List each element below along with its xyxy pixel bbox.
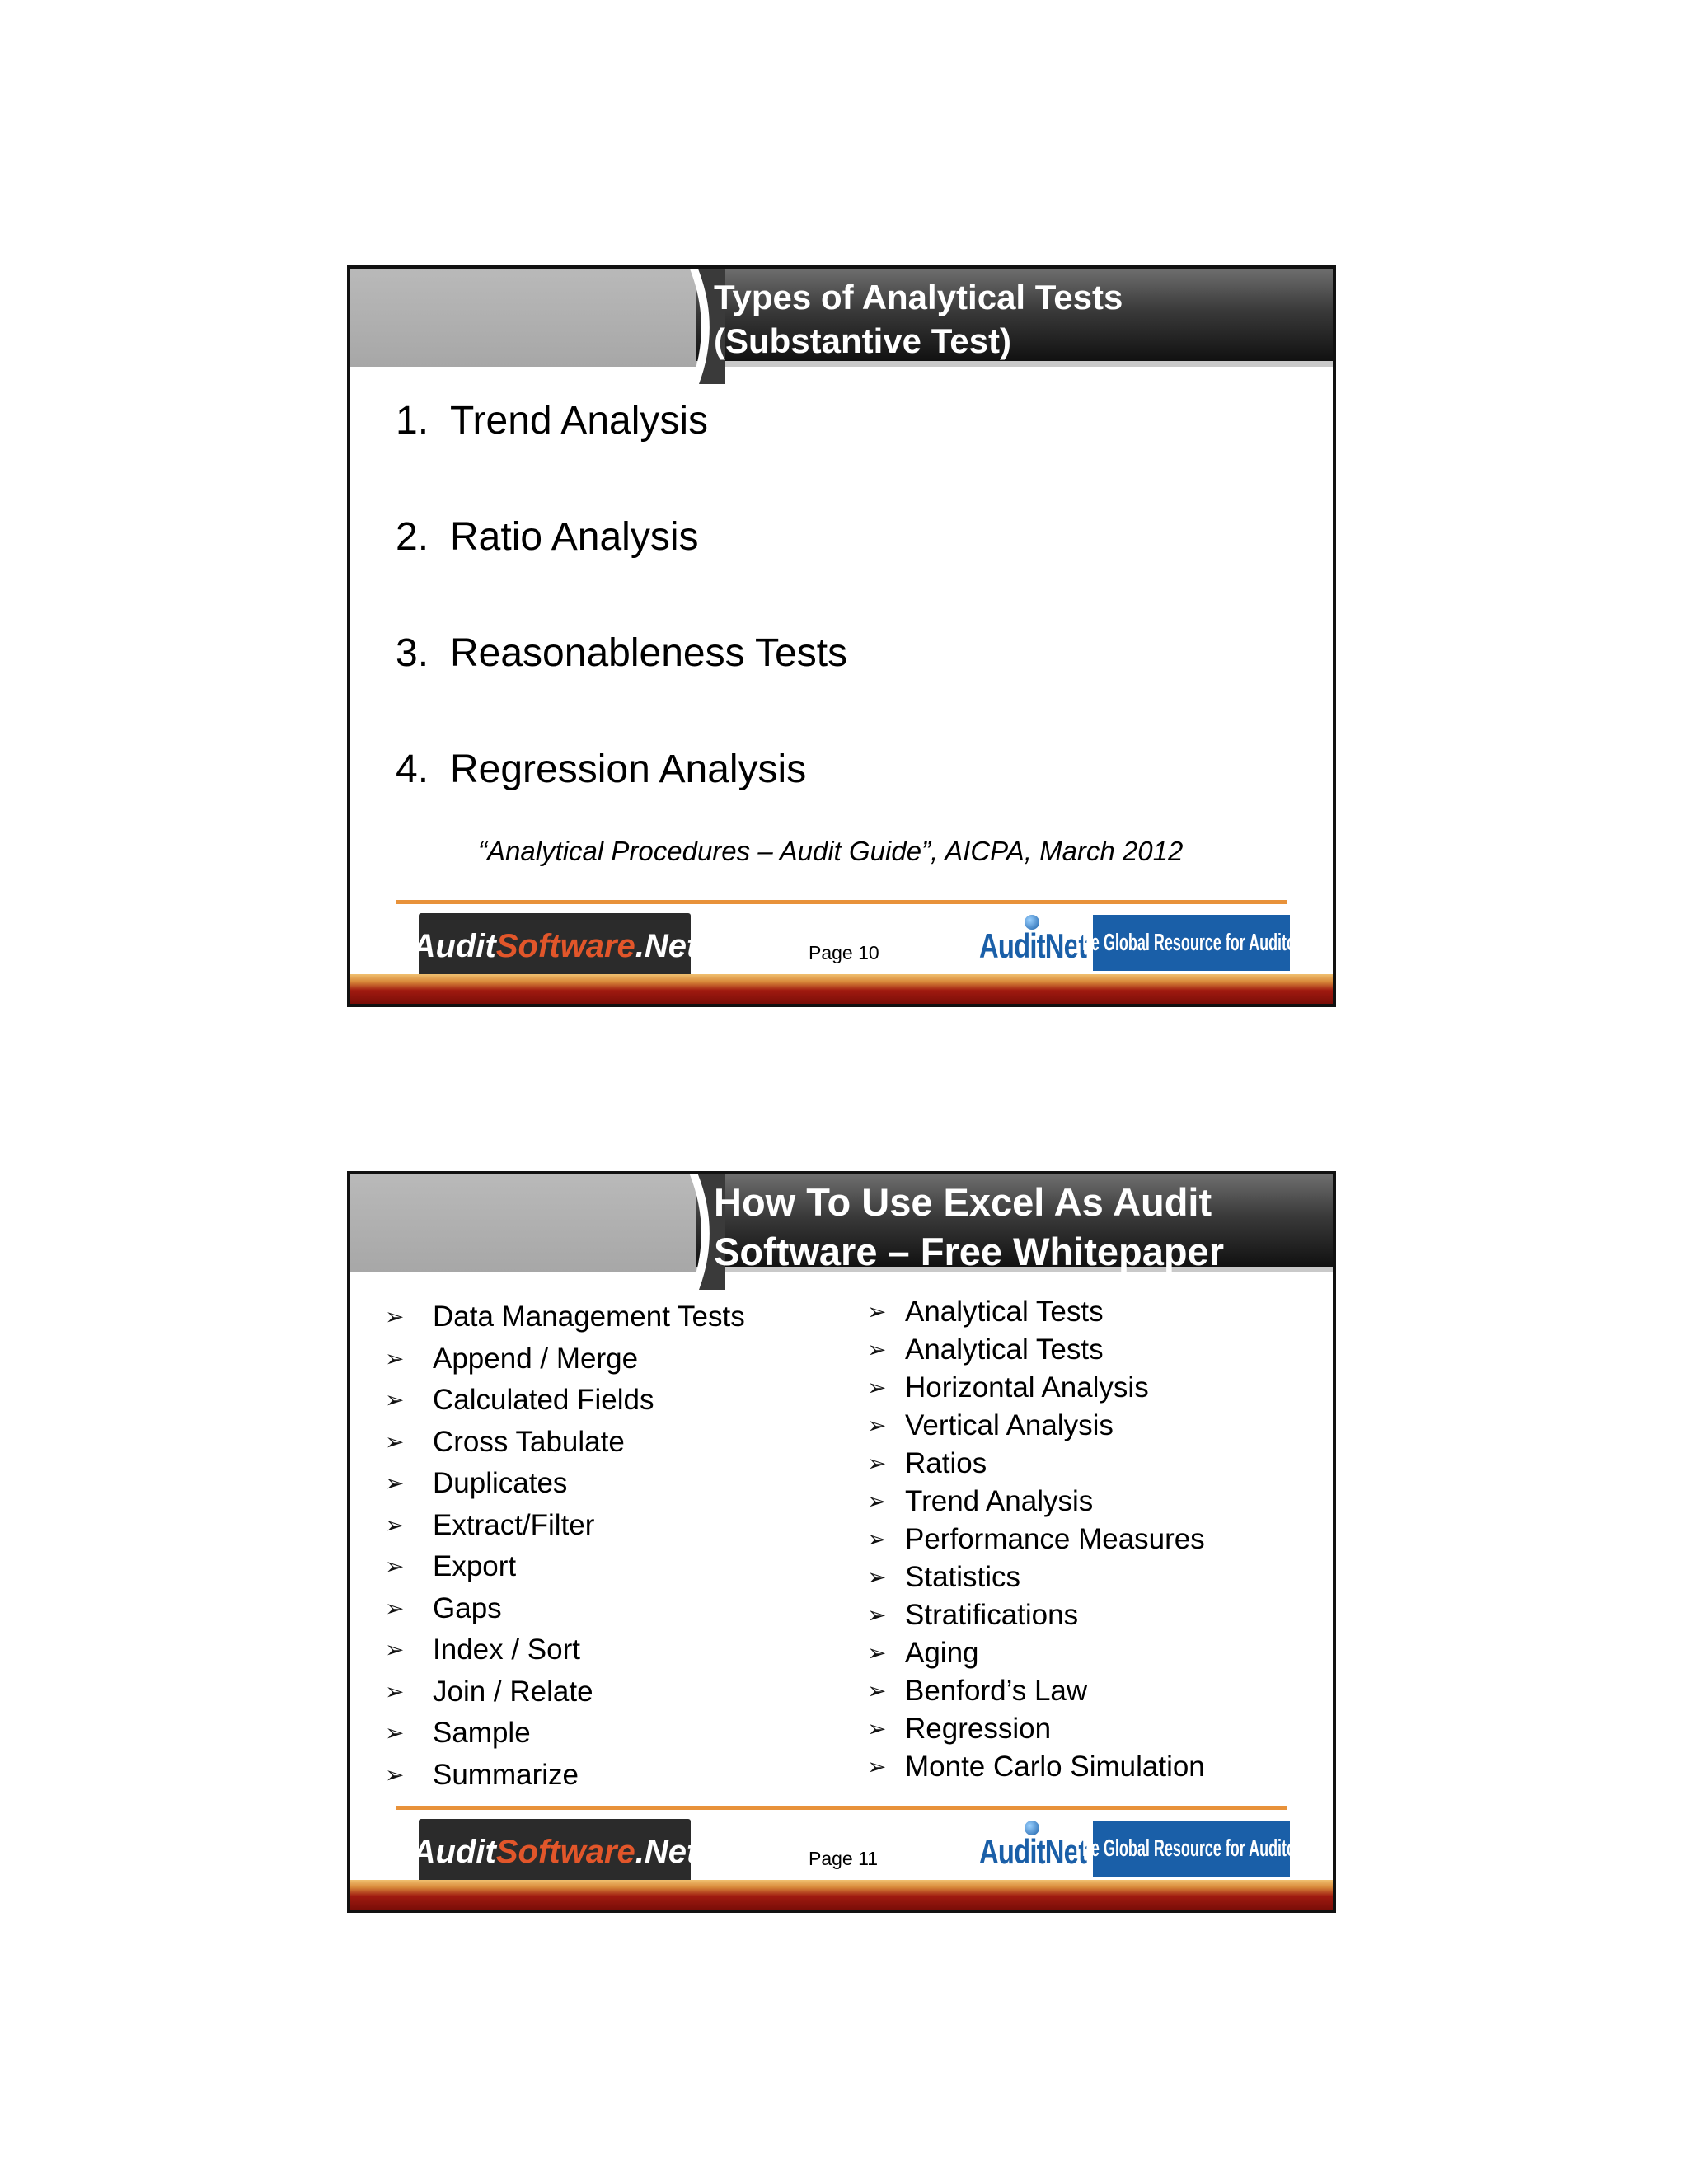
bottom-bar — [350, 1880, 1333, 1910]
arrow-bullet-icon: ➢ — [385, 1595, 405, 1621]
arrow-bullet-icon: ➢ — [867, 1375, 887, 1400]
list-item — [385, 1588, 745, 1630]
slide-page-11 — [347, 1171, 1336, 1913]
item-text: Sample — [433, 1717, 531, 1749]
arrow-bullet-icon: ➢ — [867, 1754, 887, 1779]
arrow-bullet-icon: ➢ — [385, 1345, 405, 1371]
slide-header — [350, 1174, 1333, 1272]
item-text: Ratios — [905, 1447, 987, 1479]
arrow-bullet-icon: ➢ — [385, 1304, 405, 1329]
auditnet-wordmark: AuditNet — [979, 926, 1087, 965]
list-item — [867, 1672, 1205, 1710]
arrow-bullet-icon: ➢ — [867, 1602, 887, 1628]
item-text: Analytical Tests — [905, 1333, 1104, 1366]
footer-rule — [396, 900, 1287, 904]
footer-rule — [396, 1806, 1287, 1810]
list-item — [385, 1505, 745, 1547]
slide-title-line1: How To Use Excel As Audit — [714, 1180, 1212, 1224]
analytical-tests-bullets — [867, 1293, 1205, 1786]
arrow-bullet-icon: ➢ — [385, 1387, 405, 1413]
slide-title — [714, 1178, 1316, 1277]
arrow-bullet-icon: ➢ — [867, 1640, 887, 1666]
item-text: Trend Analysis — [905, 1485, 1094, 1517]
list-item — [385, 1629, 745, 1671]
item-text: Append / Merge — [433, 1342, 639, 1375]
item-text: Monte Carlo Simulation — [905, 1750, 1205, 1783]
item-text: Regression — [905, 1713, 1052, 1745]
header-gray-panel — [350, 269, 696, 367]
item-text: Cross Tabulate — [433, 1425, 625, 1458]
arrow-bullet-icon: ➢ — [867, 1564, 887, 1590]
item-text: Gaps — [433, 1591, 502, 1624]
slide-title — [714, 275, 1316, 363]
item-text: Regression Analysis — [450, 748, 807, 791]
arrow-bullet-icon: ➢ — [867, 1678, 887, 1704]
arrow-bullet-icon: ➢ — [867, 1337, 887, 1362]
auditnet-tagline-box — [1072, 915, 1311, 971]
item-text: Data Management Tests — [433, 1301, 745, 1333]
list-item — [385, 1546, 745, 1588]
item-text: Performance Measures — [905, 1523, 1205, 1555]
item-text: Horizontal Analysis — [905, 1371, 1149, 1404]
item-number: 3. — [396, 631, 429, 675]
slide-title-line2: Software – Free Whitepaper — [714, 1230, 1224, 1273]
auditsoftware-logo — [411, 913, 698, 979]
item-text: Export — [433, 1550, 517, 1582]
item-text: Stratifications — [905, 1599, 1079, 1631]
list-item — [867, 1369, 1205, 1407]
auditsoftware-logo — [411, 1819, 698, 1885]
list-item — [396, 396, 847, 513]
auditnet-tagline: The Global Resource for Auditors — [1072, 929, 1311, 956]
item-text: Vertical Analysis — [905, 1409, 1114, 1441]
arrow-bullet-icon: ➢ — [385, 1554, 405, 1579]
slide-header — [350, 269, 1333, 367]
item-text: Ratio Analysis — [450, 515, 699, 559]
slide-title-line2: (Substantive Test) — [714, 321, 1011, 360]
list-item — [867, 1407, 1205, 1445]
list-item — [867, 1445, 1205, 1483]
item-text: Extract/Filter — [433, 1508, 595, 1541]
item-text: Index / Sort — [433, 1633, 580, 1666]
header-gray-panel — [350, 1174, 696, 1272]
list-item — [385, 1422, 745, 1464]
page-number: Page 10 — [809, 942, 879, 963]
arrow-bullet-icon: ➢ — [385, 1470, 405, 1496]
auditnet-logo — [979, 915, 1311, 971]
list-item — [867, 1331, 1205, 1369]
bottom-bar — [350, 974, 1333, 1004]
list-item — [867, 1521, 1205, 1558]
logo-text-net: .Net — [635, 1833, 698, 1870]
list-item — [867, 1558, 1205, 1596]
arrow-bullet-icon: ➢ — [867, 1716, 887, 1741]
list-item — [385, 1296, 745, 1338]
list-item — [385, 1463, 745, 1505]
list-item — [396, 513, 847, 629]
citation: “Analytical Procedures – Audit Guide”, AICPA, March 2012 — [478, 836, 1184, 866]
item-text: Benford’s Law — [905, 1675, 1088, 1707]
arrow-bullet-icon: ➢ — [385, 1761, 405, 1788]
auditnet-wordmark: AuditNet — [979, 1832, 1087, 1871]
item-number: 1. — [396, 399, 429, 443]
logo-text-net: .Net — [635, 927, 698, 964]
list-item — [396, 629, 847, 745]
list-item — [385, 1380, 745, 1422]
arrow-bullet-icon: ➢ — [867, 1526, 887, 1552]
list-item — [385, 1755, 745, 1797]
logo-text-software: Software — [495, 927, 635, 964]
item-text: Summarize — [433, 1758, 579, 1791]
item-text: Analytical Tests — [905, 1296, 1104, 1328]
arrow-bullet-icon: ➢ — [867, 1413, 887, 1438]
data-management-list — [385, 1296, 745, 1796]
slide-title-line1: Types of Analytical Tests — [714, 278, 1123, 316]
auditnet-tagline-box — [1072, 1821, 1311, 1877]
item-number: 2. — [396, 515, 429, 559]
arrow-bullet-icon: ➢ — [385, 1678, 405, 1704]
auditnet-tagline: The Global Resource for Auditors — [1072, 1835, 1311, 1862]
arrow-bullet-icon: ➢ — [385, 1428, 405, 1455]
list-item — [867, 1483, 1205, 1521]
item-text: Calculated Fields — [433, 1384, 654, 1416]
arrow-bullet-icon: ➢ — [385, 1637, 405, 1662]
item-text: Reasonableness Tests — [450, 631, 848, 675]
slide-page-10 — [347, 265, 1336, 1007]
arrow-bullet-icon: ➢ — [867, 1451, 887, 1476]
list-item — [385, 1671, 745, 1713]
list-item — [867, 1596, 1205, 1634]
list-item — [385, 1713, 745, 1755]
list-item — [867, 1710, 1205, 1748]
item-text: Trend Analysis — [450, 399, 709, 443]
arrow-bullet-icon: ➢ — [867, 1299, 887, 1324]
logo-text-audit: Audit — [411, 927, 496, 964]
page-number: Page 11 — [809, 1848, 878, 1869]
arrow-bullet-icon: ➢ — [385, 1511, 405, 1538]
item-text: Statistics — [905, 1561, 1021, 1593]
list-item — [867, 1634, 1205, 1672]
arrow-bullet-icon: ➢ — [867, 1488, 887, 1514]
list-item — [867, 1293, 1205, 1331]
analytical-tests-list — [396, 396, 847, 861]
list-item — [385, 1338, 745, 1380]
arrow-bullet-icon: ➢ — [385, 1720, 405, 1746]
item-number: 4. — [396, 748, 429, 791]
item-text: Duplicates — [433, 1467, 568, 1499]
item-text: Aging — [905, 1637, 979, 1669]
list-item — [867, 1748, 1205, 1786]
item-text: Join / Relate — [433, 1675, 593, 1708]
auditnet-logo — [979, 1821, 1311, 1877]
logo-text-software: Software — [495, 1833, 635, 1870]
logo-text-audit: Audit — [411, 1833, 496, 1870]
